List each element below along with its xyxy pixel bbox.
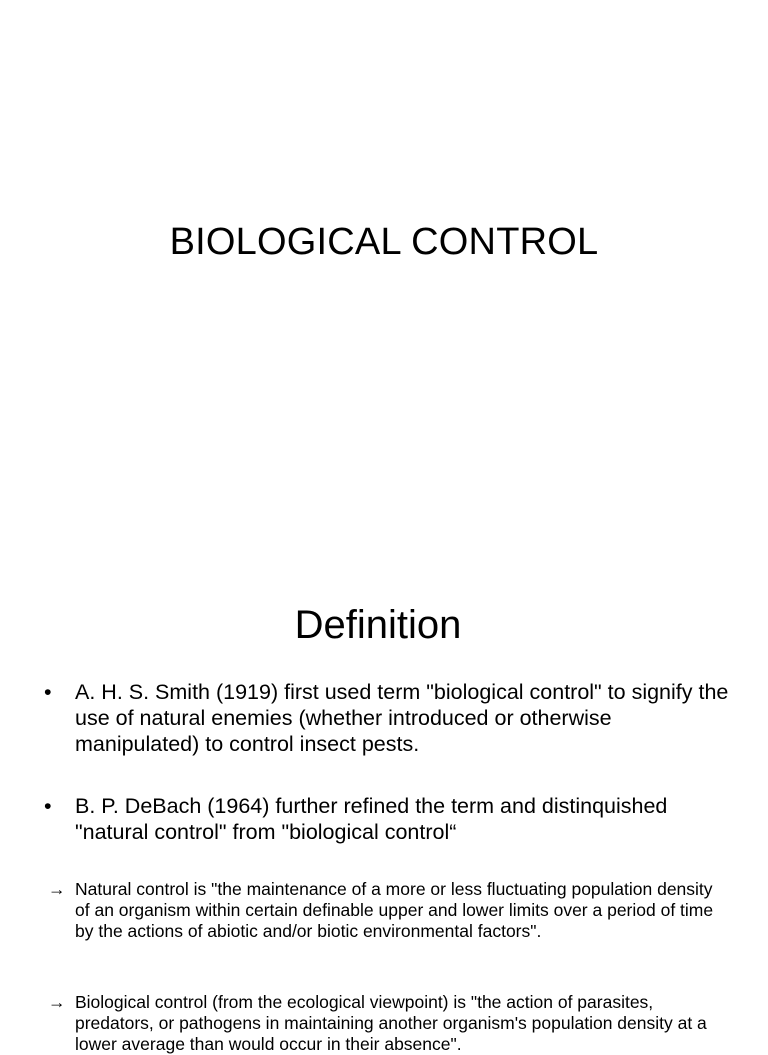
sub-point-text: Biological control (from the ecological viewpoint) is "the action of parasites, predators, or pathogens in maintaining another organism's population density at a lower average than would occur in their absence". bbox=[75, 992, 707, 1054]
bullet-dot-icon: • bbox=[44, 680, 52, 704]
bullet-item bbox=[44, 679, 734, 757]
arrow-right-icon: → bbox=[48, 879, 66, 899]
sub-point-item bbox=[48, 992, 728, 1055]
sub-point-text: Natural control is "the maintenance of a more or less fluctuating population density of an organism within certain definable upper and lower limits over a period of time by the actions of abiotic and/or biotic environmental factors". bbox=[75, 879, 714, 941]
bullet-dot-icon: • bbox=[44, 794, 52, 818]
definition-heading: Definition bbox=[294, 603, 462, 647]
bullet-text: B. P. DeBach (1964) further refined the term and distinquished "natural control" from "biological control“ bbox=[75, 794, 668, 844]
arrow-right-icon: → bbox=[48, 992, 66, 1012]
bullet-item bbox=[44, 793, 734, 845]
slide-definition bbox=[0, 576, 768, 1054]
sub-point-item bbox=[48, 879, 728, 942]
bullet-text: A. H. S. Smith (1919) first used term "biological control" to signify the use of natural enemies (whether introduced or otherwise manipulated) to control insect pests. bbox=[75, 680, 729, 756]
slide-title-text: BIOLOGICAL CONTROL bbox=[169, 221, 599, 263]
